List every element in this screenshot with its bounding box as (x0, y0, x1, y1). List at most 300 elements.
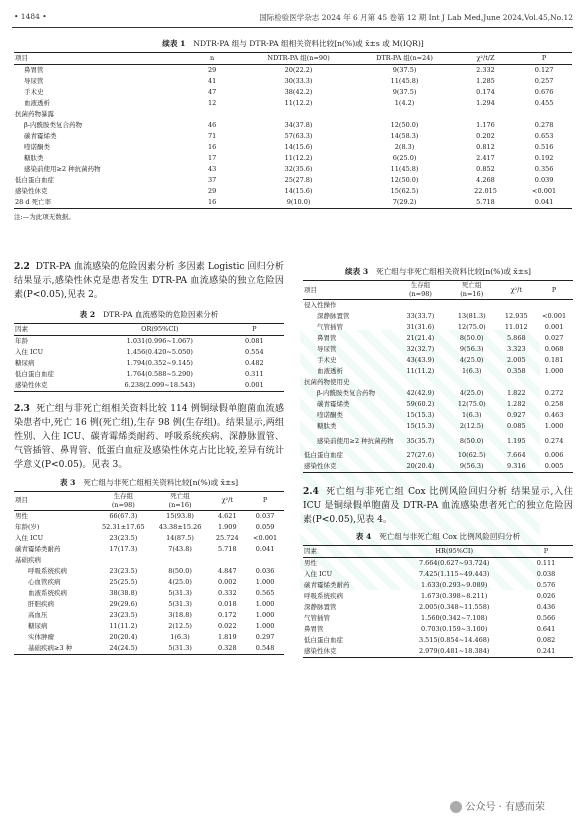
table-cell: 0.038 (536, 569, 556, 578)
row-label: 糖肽类 (24, 154, 44, 162)
table-cell: 23(23.5) (109, 533, 138, 542)
table1 (14, 52, 572, 209)
table-row (14, 643, 284, 655)
table-cell: 0.278 (534, 121, 554, 129)
right-column (303, 266, 573, 658)
table-row (303, 333, 573, 344)
section-2-3: 2.3 死亡组与非死亡组相关资料比较 114 例铜绿假单胞菌血流感染患者中,死亡 16 例(死亡组),生存 98 例(生存组)。结果显示,两组性别、入住 ICU、碳青霉烯类耐药、呼吸系统疾病、深静脉置管、气管插管、鼻胃管、低蛋白血症及感染性休克占比比较,差异有统计学意义(P<0.05)。见表 3。 (14, 402, 284, 471)
row-label: 感染前使用≥2 种抗菌药物 (317, 436, 394, 445)
table-cell: 0.172 (217, 610, 237, 619)
table-cell: 1.764(0.588~5.290) (126, 369, 193, 378)
table-row (14, 610, 284, 621)
table-cell: 12(50.0) (390, 121, 419, 129)
table-cell: 7(43.8) (168, 544, 192, 553)
table-cell (246, 555, 284, 566)
row-label: 年龄 (15, 336, 28, 345)
table-cell: 0.332 (217, 588, 237, 597)
table3-continued (303, 280, 573, 473)
row-label: 心血管疾病 (28, 577, 61, 586)
table-cell: 5(31.3) (168, 588, 192, 597)
table-row (303, 311, 573, 322)
table4 (303, 545, 573, 658)
row-label: 深静脉置管 (317, 312, 350, 320)
table-cell: 20(22.2) (284, 66, 313, 74)
table-cell: 35(35.7) (406, 436, 435, 445)
table-row (14, 153, 572, 164)
table-cell: 5(31.3) (168, 599, 192, 608)
table-cell: 0.272 (544, 389, 564, 397)
table-cell: 4.621 (217, 511, 237, 520)
row-label: 糖肽类 (317, 422, 337, 430)
table-cell: 31(31.6) (406, 323, 435, 331)
table-row (303, 432, 573, 450)
column-header: χ²/t/Z (455, 53, 516, 65)
table-cell: 15(93.8) (166, 511, 194, 520)
table-cell: 0.202 (476, 132, 495, 140)
page-number: • 1484 • (14, 12, 47, 21)
table-cell (497, 300, 535, 312)
wechat-watermark: 公众号 · 有感而荣 (450, 798, 545, 813)
table-cell: 11.012 (504, 323, 528, 331)
table-cell: 0.927 (506, 411, 526, 419)
journal-header: 国际检验医学杂志 2024 年 6 月第 45 卷第 12 期 Int J Lab Med,June 2024,Vol.45,No.12 (259, 13, 573, 22)
table-cell: 0.358 (506, 367, 526, 375)
table-cell: 29 (207, 187, 217, 195)
table-row (303, 557, 573, 569)
row-label: 低白蛋白血症 (15, 176, 54, 184)
table-row (14, 599, 284, 610)
table-cell: 3.323 (506, 345, 526, 353)
table-cell: 0.566 (536, 613, 556, 622)
table-cell: 1.000 (255, 621, 275, 630)
table-cell: 1.794(0.352~9.145) (126, 358, 193, 367)
table3-caption: 表 3 死亡组与非死亡组相关资料比较[n(%)或 x̄±s] (59, 477, 239, 487)
table-row (14, 555, 284, 566)
table-cell: 2(12.5) (168, 621, 192, 630)
table-cell: 1(6.3) (461, 367, 482, 375)
column-header: P (519, 545, 573, 557)
table-cell: 29 (207, 66, 217, 74)
table-cell: 22.015 (474, 187, 497, 195)
table-row (14, 369, 284, 380)
table-cell: 0.036 (255, 566, 275, 575)
table-row (14, 380, 284, 392)
table-cell: 52.31±17.65 (102, 522, 145, 531)
table-cell: 7.664 (506, 451, 526, 459)
row-label: 入住 ICU (304, 569, 333, 578)
row-label: 碳青霉烯类耐药 (304, 580, 350, 589)
table-cell: 0.482 (244, 358, 264, 367)
table-cell: 1.819 (217, 632, 237, 641)
table-cell: 38(42.2) (284, 88, 313, 96)
table-cell: 0.455 (534, 99, 554, 107)
row-label: 手术史 (24, 88, 44, 96)
row-label: 气管插管 (317, 323, 343, 331)
table-cell: 14(87.5) (166, 533, 194, 542)
table-cell: 1(4.2) (394, 99, 415, 107)
table-row (14, 544, 284, 555)
row-label: 血液系统疾病 (28, 588, 67, 597)
table-cell: 1.909 (217, 522, 237, 531)
table-cell: 0.554 (244, 347, 264, 356)
table-cell: 25.724 (215, 533, 239, 542)
table-cell: 0.297 (255, 632, 275, 641)
table-cell: 4.268 (476, 176, 495, 184)
table-cell: 30(33.3) (284, 77, 313, 85)
table-row (14, 566, 284, 577)
table-cell: 0.328 (208, 643, 246, 655)
section-2-4: 2.4 死亡组与非死亡组 Cox 比例风险回归分析 结果显示,入住 ICU 是铜绿假单胞菌及 DTR-PA 血流感染患者死亡的独立危险因素(P<0.05),见表 4。 (303, 486, 573, 526)
table-cell: 1.822 (506, 389, 526, 397)
table-row (303, 624, 573, 635)
table-row (14, 577, 284, 588)
row-label: 喹诺酮类 (24, 143, 50, 151)
table-cell (354, 109, 454, 120)
table-cell: 0.258 (544, 400, 564, 408)
table-cell: 0.068 (544, 345, 564, 353)
table-cell: 0.852 (476, 165, 495, 173)
table-cell: 11(12.2) (284, 99, 313, 107)
table-row (14, 131, 572, 142)
row-label: 手术史 (317, 356, 337, 364)
row-label: 低白蛋白血症 (15, 369, 54, 378)
table-cell: 0.085 (506, 422, 526, 430)
table-cell: 1.031(0.996~1.067) (126, 336, 193, 345)
row-label: 感染性休克 (14, 380, 95, 392)
table-cell: 11(45.8) (390, 77, 419, 85)
table-cell: 14(15.6) (284, 143, 313, 151)
table-cell: 1.000 (255, 577, 275, 586)
table-cell: 47 (207, 88, 217, 96)
table-cell: 33(33.7) (406, 312, 435, 320)
table-cell: 9(37.5) (392, 88, 417, 96)
table-row (303, 421, 573, 432)
table-cell: 2(8.3) (394, 143, 415, 151)
table-cell: 17 (207, 154, 217, 162)
table-cell: 15(62.5) (390, 187, 419, 195)
table-cell: 32(35.6) (284, 165, 313, 173)
table-cell (95, 555, 152, 566)
column-header: 因素 (303, 545, 389, 557)
left-column (14, 260, 284, 655)
table-cell: 0.812 (476, 143, 495, 151)
table-cell: 20(20.4) (109, 632, 138, 641)
table-cell (497, 377, 535, 388)
table-cell: 8(50.0) (459, 334, 484, 342)
table-cell: <0.001 (532, 187, 557, 195)
row-label: 糖尿病 (28, 621, 48, 630)
table-row (303, 388, 573, 399)
column-header: P (225, 323, 284, 335)
table-cell: 0.027 (544, 334, 564, 342)
table-cell: 32(32.7) (406, 345, 435, 353)
table-row (14, 120, 572, 131)
table-cell (243, 109, 355, 120)
table-cell: 0.001 (225, 380, 284, 392)
table-row (303, 580, 573, 591)
table-cell: 11(45.8) (390, 165, 419, 173)
row-label: 入住 ICU (15, 347, 44, 356)
table-cell: 14(58.3) (390, 132, 419, 140)
table-cell (208, 555, 246, 566)
table-row (303, 613, 573, 624)
table-cell: 0.274 (544, 436, 564, 445)
table-row (303, 355, 573, 366)
table-cell (455, 109, 516, 120)
table-cell: 0.241 (519, 646, 573, 658)
row-label: 感染性休克 (303, 646, 389, 658)
table-cell: 0.641 (536, 624, 556, 633)
row-label: 呼吸系统疾病 (304, 591, 343, 600)
table-cell: 16 (207, 143, 217, 151)
table-cell: 7(29.2) (354, 197, 454, 209)
row-label: 深静脉置管 (304, 602, 337, 611)
table-cell: 8(50.0) (459, 436, 484, 445)
table-cell: 0.041 (516, 197, 572, 209)
table-cell (181, 109, 242, 120)
table-cell: 12(75.0) (457, 400, 486, 408)
table-cell: 5.718 (217, 544, 237, 553)
row-label: 血液透析 (317, 367, 343, 375)
row-label: 低白蛋白血症 (304, 635, 343, 644)
table-cell: 9(56.3) (459, 345, 484, 353)
column-header: P (535, 281, 573, 300)
column-header: 死亡组 (n=16) (446, 281, 497, 300)
table-row (303, 461, 573, 473)
table-cell: 23(23.5) (109, 610, 138, 619)
row-label: 碳青霉烯类耐药 (15, 544, 61, 553)
table-cell: 43.38±15.26 (158, 522, 202, 531)
table-cell: 7.664(0.627~93.724) (418, 558, 490, 567)
column-header: χ²/t (208, 491, 246, 510)
row-label: 肝胆疾病 (28, 599, 54, 608)
table-row (303, 366, 573, 377)
table-row (303, 300, 573, 312)
table-cell: 16 (181, 197, 242, 209)
column-header: NDTR-PA 组(n=90) (243, 53, 355, 65)
column-header: 死亡组 (n=16) (152, 491, 209, 510)
table-cell: 0.111 (536, 558, 556, 567)
column-header: HR(95%CI) (389, 545, 519, 557)
table-row (303, 635, 573, 646)
table-cell: 0.653 (534, 132, 554, 140)
table-cell: 59(60.2) (406, 400, 435, 408)
row-label: 侵入性操作 (304, 301, 337, 309)
table-cell: 11(11.2) (406, 367, 435, 375)
table1-note: 注:—为此项无数据。 (14, 213, 75, 221)
table-cell: 7.425(1.115~49.443) (418, 569, 490, 578)
table-cell: 0.257 (534, 77, 554, 85)
table-cell: 1.000 (255, 599, 275, 608)
row-label: 实体肿瘤 (28, 632, 54, 641)
table-row (14, 142, 572, 153)
table-cell: 0.311 (244, 369, 264, 378)
table-cell: 27(27.6) (406, 451, 435, 459)
table-cell: 0.576 (536, 580, 556, 589)
table-cell: 6.238(2.099~18.543) (95, 380, 225, 392)
table-cell: 1.000 (544, 422, 564, 430)
table-cell: 9(37.5) (392, 66, 417, 74)
table-cell: 1.000 (255, 610, 275, 619)
table-cell: 0.516 (534, 143, 554, 151)
row-label: 年龄(岁) (15, 522, 40, 531)
column-header: 因素 (14, 323, 95, 335)
column-header: n (181, 53, 242, 65)
table-cell: 1.633(0.293~9.089) (421, 580, 488, 589)
table-row (14, 358, 284, 369)
table-cell: 17(17.3) (109, 544, 138, 553)
table-cell: 21(21.4) (406, 334, 435, 342)
table-cell: 0.082 (536, 635, 556, 644)
table-cell: 1.560(0.342~7.108) (421, 613, 488, 622)
table-cell: 5.868 (506, 334, 526, 342)
row-label: 男性 (304, 558, 317, 567)
table-cell (535, 377, 573, 388)
table-cell: 1.176 (476, 121, 495, 129)
table-cell: 0.005 (535, 461, 573, 473)
table-row (303, 646, 573, 658)
table-row (303, 569, 573, 580)
table-cell (395, 300, 446, 312)
row-label: 碳青霉烯类 (24, 132, 57, 140)
table-row (14, 632, 284, 643)
row-label: 导尿管 (24, 77, 44, 85)
table-cell: 5.718 (455, 197, 516, 209)
table-cell: 0.676 (534, 88, 554, 96)
table-cell: 4(25.0) (168, 577, 192, 586)
table-cell: 0.174 (476, 88, 495, 96)
table-cell: 0.022 (217, 621, 237, 630)
table-cell (535, 300, 573, 312)
table-cell: 1(6.3) (461, 411, 482, 419)
row-label: 糖尿病 (15, 358, 35, 367)
table-row (14, 522, 284, 533)
table-cell: 13(81.3) (457, 312, 486, 320)
table-row (14, 164, 572, 175)
row-label: 呼吸系统疾病 (28, 566, 67, 575)
table-cell: 4(25.0) (459, 389, 484, 397)
column-header: χ²/t (497, 281, 535, 300)
table1-block (14, 38, 572, 221)
table-row (14, 186, 572, 197)
table-cell: 23(23.5) (109, 566, 138, 575)
section-2-2: 2.2 DTR-PA 血流感染的危险因素分析 多因素 Logistic 回归分析结果显示,感染性休克是患者发生 DTR-PA 血流感染的独立危险因素(P<0.05),见表 2。 (14, 261, 284, 301)
table-row (303, 602, 573, 613)
row-label: 血液透析 (24, 99, 50, 107)
table4-caption: 表 4 死亡组与非死亡组 Cox 比例风险回归分析 (355, 531, 521, 541)
table-cell: 0.059 (255, 522, 275, 531)
row-label: 抗菌药物使用史 (304, 378, 350, 386)
table-cell: 10(62.5) (457, 451, 486, 459)
column-header: 项目 (14, 491, 95, 510)
table-cell: 34(37.8) (284, 121, 313, 129)
column-header: DTR-PA 组(n=24) (354, 53, 454, 65)
table1-caption: 续表 1 NDTR-PA 组与 DTR-PA 组相关资料比较[n(%)或 x̄±s 或 M(IQR)] (162, 39, 424, 48)
table-cell: 8(50.0) (168, 566, 192, 575)
table-cell: 0.002 (217, 577, 237, 586)
table2-caption: 表 2 DTR-PA 血流感染的危险因素分析 (79, 309, 219, 319)
table-cell: 0.548 (246, 643, 284, 655)
table-cell: 15(15.3) (406, 422, 435, 430)
row-label: 感染前使用≥2 种抗菌药物 (24, 165, 101, 173)
row-label: β-内酰胺类复合药物 (317, 389, 375, 397)
table-row (14, 335, 284, 347)
row-label: 低白蛋白血症 (304, 451, 343, 459)
table-cell: 37 (207, 176, 217, 184)
table-cell: 4.847 (217, 566, 237, 575)
table-cell: 15(15.3) (406, 411, 435, 419)
column-header: OR(95%CI) (95, 323, 225, 335)
table-cell: 0.081 (244, 336, 264, 345)
table-cell: 1.673(0.398~8.211) (421, 591, 488, 600)
wechat-logo-icon (450, 801, 462, 813)
table-cell: 14(15.6) (284, 187, 313, 195)
row-label: 感染性休克 (303, 461, 395, 473)
table-row (14, 347, 284, 358)
table-row (14, 109, 572, 120)
row-label: 抗菌药物暴露 (15, 110, 54, 118)
table-cell: 9.316 (497, 461, 535, 473)
row-label: 28 d 死亡率 (14, 197, 181, 209)
table-cell: 12(50.0) (390, 176, 419, 184)
table-cell (395, 377, 446, 388)
row-label: 高血压 (28, 610, 48, 619)
row-label: β-内酰胺类复合药物 (24, 121, 82, 129)
table-cell: 2.979(0.481~18.384) (389, 646, 519, 658)
table3 (14, 491, 284, 655)
row-label: 鼻胃管 (304, 624, 324, 633)
table-cell: 3.515(0.854~14.468) (418, 635, 490, 644)
table-row (303, 322, 573, 333)
table-row (14, 98, 572, 109)
row-label: 喹诺酮类 (317, 411, 343, 419)
table-row (14, 510, 284, 522)
table-row (14, 588, 284, 599)
row-label: 碳青霉烯类 (317, 400, 350, 408)
table-cell: 2.332 (476, 66, 495, 74)
row-label: 基础疾病 (15, 555, 41, 564)
table-cell: 0.436 (536, 602, 556, 611)
table-row (303, 377, 573, 388)
table-row (303, 344, 573, 355)
table-cell: 0.018 (217, 599, 237, 608)
table-row (14, 87, 572, 98)
table-row (14, 65, 572, 77)
table2 (14, 323, 284, 392)
table-cell: 4(25.0) (459, 356, 484, 364)
table-row (14, 197, 572, 209)
table-cell: 0.463 (544, 411, 564, 419)
column-header: 项目 (14, 53, 181, 65)
table-cell: 12(75.0) (457, 323, 486, 331)
header-rule (12, 27, 573, 28)
table-cell: 3(18.8) (168, 610, 192, 619)
table-cell: 1(6.3) (170, 632, 190, 641)
table-cell: <0.001 (253, 533, 278, 542)
table-cell (446, 377, 497, 388)
table-row (14, 175, 572, 186)
table-cell: 6(25.0) (392, 154, 417, 162)
table-cell: 20(20.4) (395, 461, 446, 473)
row-label: 入住 ICU (15, 533, 44, 542)
table-cell: 1.285 (476, 77, 495, 85)
table-cell: 2.005 (506, 356, 526, 364)
table-row (303, 399, 573, 410)
table-cell: 38(38.8) (109, 588, 138, 597)
table-cell: 1.195 (506, 436, 526, 445)
table-cell: 11(12.2) (284, 154, 313, 162)
table-row (14, 76, 572, 87)
